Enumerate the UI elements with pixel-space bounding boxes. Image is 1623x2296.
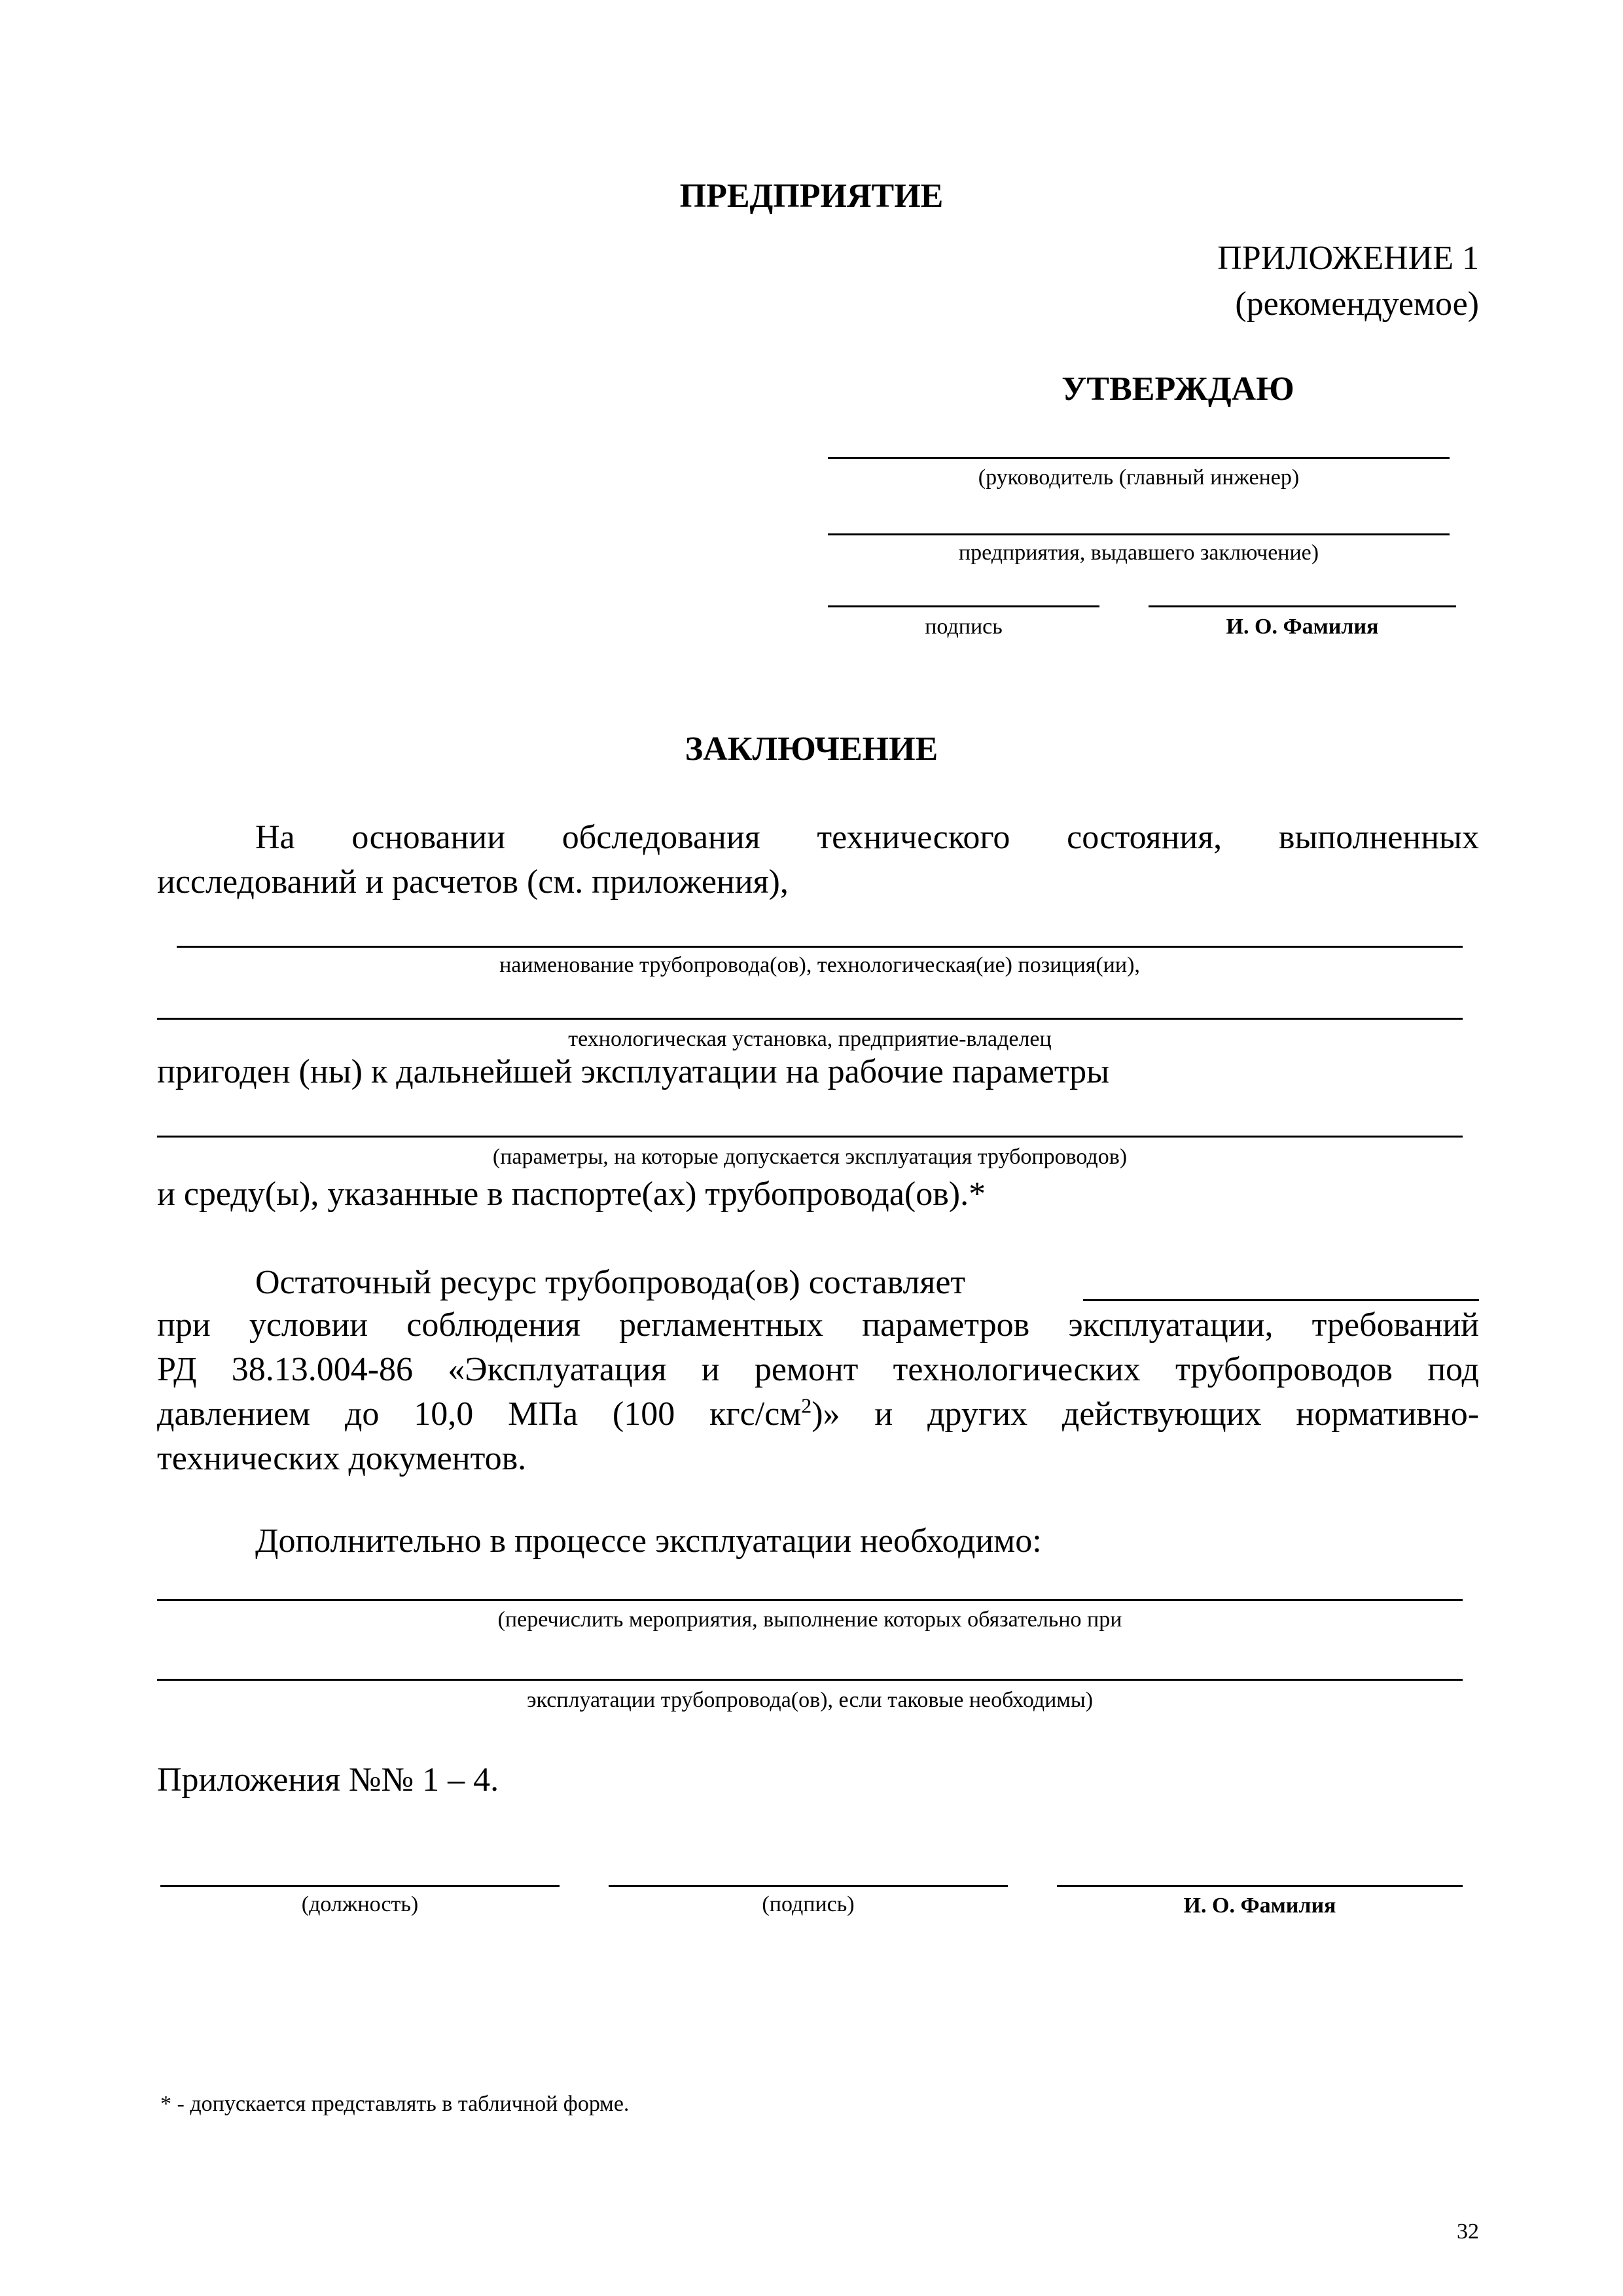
position-line	[160, 1885, 560, 1887]
document-title: ЗАКЛЮЧЕНИЕ	[685, 730, 938, 768]
appendix-title: ПРИЛОЖЕНИЕ 1	[1217, 240, 1479, 277]
name-caption: И. О. Фамилия	[1183, 1893, 1336, 1918]
params-line	[157, 1136, 1463, 1138]
environment-line: и среду(ы), указанные в паспорте(ах) трубопровода(ов).*	[157, 1175, 986, 1213]
pipeline-caption: наименование трубопровода(ов), технологическая(ие) позиция(ии),	[499, 953, 1140, 977]
fit-line: пригоден (ны) к дальнейшей эксплуатации на рабочие параметры	[157, 1053, 1110, 1090]
measures-caption-2: эксплуатации трубопровода(ов), если таковые необходимы)	[526, 1688, 1094, 1712]
params-caption: (параметры, на которые допускается эксплуатация трубопроводов)	[492, 1145, 1128, 1169]
resource-line: Остаточный ресурс трубопровода(ов) составляет	[255, 1264, 966, 1301]
resource-value-line	[1083, 1299, 1479, 1301]
company-heading: ПРЕДПРИЯТИЕ	[679, 177, 944, 215]
condition-line-3	[157, 1395, 1479, 1434]
approver-caption-2: предприятия, выдавшего заключение)	[958, 541, 1319, 565]
pipeline-line	[177, 946, 1463, 948]
unit-line	[157, 1018, 1463, 1020]
condition-line-3-end: )» и других действующих нормативно-	[812, 1395, 1480, 1433]
unit-caption: технологическая установка, предприятие-владелец	[568, 1027, 1052, 1051]
signature-line	[609, 1885, 1008, 1887]
position-caption: (должность)	[301, 1892, 419, 1916]
additional-line: Дополнительно в процессе эксплуатации необходимо:	[255, 1522, 1042, 1560]
page-number: 32	[1457, 2219, 1479, 2244]
condition-line-4: технических документов.	[157, 1440, 527, 1477]
approve-heading: УТВЕРЖДАЮ	[1061, 370, 1294, 408]
signature-caption: (подпись)	[762, 1892, 855, 1916]
attachments-line: Приложения №№ 1 – 4.	[157, 1761, 499, 1799]
condition-line-1: при условии соблюдения регламентных параметров эксплуатации, требований	[157, 1306, 1479, 1344]
superscript-2: 2	[801, 1393, 812, 1418]
approver-name-caption: И. О. Фамилия	[1226, 615, 1379, 639]
measures-line-2	[157, 1679, 1463, 1681]
approver-line-1	[828, 457, 1450, 459]
measures-line-1	[157, 1599, 1463, 1601]
intro-line-1: На основании обследования технического состояния, выполненных	[255, 819, 1479, 856]
condition-line-3-start: давлением до 10,0 МПа (100 кгс/см	[157, 1395, 802, 1433]
approver-signature-line	[828, 605, 1099, 607]
name-line	[1057, 1885, 1463, 1887]
approver-caption-1: (руководитель (главный инженер)	[978, 465, 1300, 490]
appendix-note: (рекомендуемое)	[1235, 285, 1479, 323]
measures-caption-1: (перечислить мероприятия, выполнение которых обязательно при	[497, 1607, 1122, 1632]
approver-name-line	[1149, 605, 1456, 607]
approver-signature-caption: подпись	[925, 615, 1003, 639]
condition-line-2: РД 38.13.004-86 «Эксплуатация и ремонт технологических трубопроводов под	[157, 1351, 1479, 1388]
approver-line-2	[828, 533, 1450, 535]
intro-line-2: исследований и расчетов (см. приложения),	[157, 863, 789, 901]
footnote: * - допускается представлять в табличной форме.	[160, 2092, 630, 2116]
